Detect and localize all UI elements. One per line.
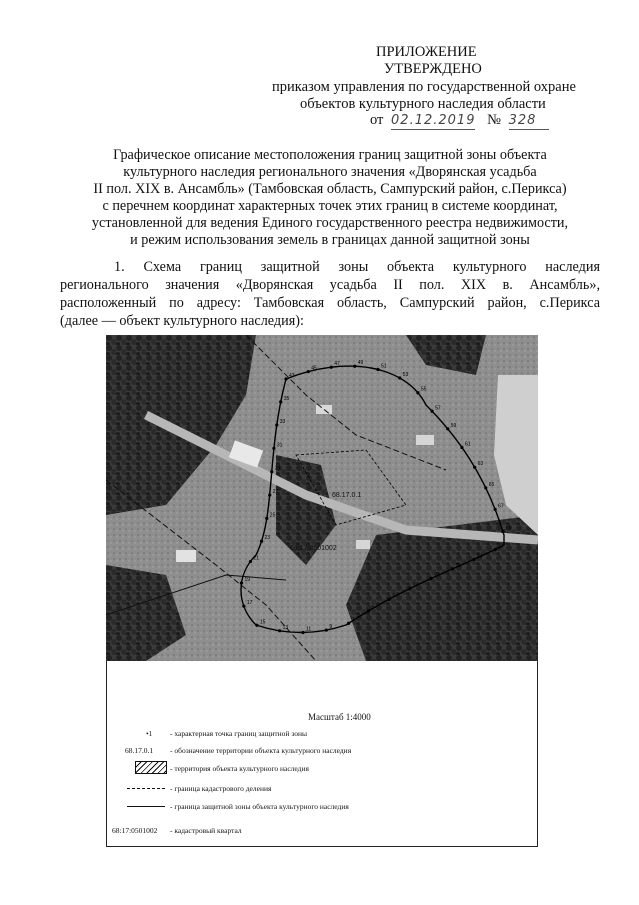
boundary-point	[460, 446, 463, 449]
building	[316, 405, 332, 414]
boundary-point-label: 45	[311, 365, 317, 372]
boundary-point	[270, 470, 273, 473]
from-label: от	[370, 112, 384, 128]
paragraph-line: 1. Схема границ защитной зоны объекта культурного наследия	[114, 259, 600, 275]
legend-cadastral-line	[127, 788, 165, 789]
boundary-point	[367, 609, 370, 612]
boundary-point-label: 7	[351, 617, 355, 624]
boundary-point-label: 55	[420, 386, 427, 393]
document-title	[60, 147, 600, 249]
boundary-point-label: 71	[498, 543, 504, 550]
boundary-point	[501, 530, 504, 533]
boundary-point-label: 63	[477, 461, 484, 468]
boundary-point-label: 51	[380, 363, 387, 370]
title-line: культурного наследия регионального значения «Дворянская усадьба	[123, 164, 537, 180]
legend-hatch-swatch	[135, 761, 167, 774]
boundary-point-label: 25	[269, 512, 276, 519]
boundary-point	[307, 370, 310, 373]
title-line: II пол. XIX в. Ансамбль» (Тамбовская область, Сампурский район, с.Перикса)	[93, 181, 567, 197]
boundary-point	[325, 629, 328, 632]
legend-item-heritage-code: - обозначение территории объекта культурного наследия	[170, 746, 352, 755]
title-line: Графическое описание местоположения границ защитной зоны объекта	[113, 147, 547, 163]
boundary-point-label: 77	[434, 572, 440, 579]
boundary-point-label: 15	[259, 619, 266, 626]
boundary-point-label: 17	[246, 600, 253, 607]
boundary-point-label: 53	[402, 372, 409, 379]
handwritten-date: 02.12.2019	[391, 113, 476, 128]
boundary-point	[279, 400, 282, 403]
aerial-map	[106, 335, 538, 661]
building	[176, 550, 196, 562]
boundary-point	[473, 466, 476, 469]
boundary-point-label: 3	[391, 593, 395, 600]
boundary-point	[376, 368, 379, 371]
boundary-point	[446, 427, 449, 430]
boundary-point	[278, 629, 281, 632]
order-line-2: объектов культурного наследия области	[300, 96, 546, 112]
boundary-point-label: 67	[498, 503, 504, 510]
order-line-1: приказом управления по государственной охране	[272, 79, 576, 95]
boundary-point	[275, 423, 278, 426]
legend-key-cadastral-quarter: 68:17:0501002	[112, 826, 158, 835]
boundary-point	[265, 517, 268, 520]
legend-scale: Масштаб 1:4000	[308, 712, 371, 722]
boundary-point-label: 59	[450, 422, 457, 429]
boundary-point	[272, 447, 275, 450]
title-line: и режим использования земель в границах данной защитной зоны	[130, 232, 530, 248]
boundary-point-label: 23	[264, 535, 271, 542]
legend-key-heritage-code: 68.17.0.1	[125, 746, 154, 755]
boundary-point	[451, 567, 454, 570]
paragraph-line: (далее — объект культурного наследия):	[60, 313, 304, 329]
legend-item-protection-zone: - граница защитной зоны объекта культурного наследия	[170, 802, 349, 811]
boundary-point-label: 29	[274, 465, 281, 472]
boundary-point-label: 19	[244, 577, 251, 584]
boundary-point-label: 49	[357, 360, 364, 367]
boundary-point	[268, 493, 271, 496]
boundary-point	[416, 391, 419, 394]
title-line: установленной для ведения Единого государственного реестра недвижимости,	[91, 215, 569, 231]
map-svg	[106, 335, 538, 661]
boundary-point	[429, 577, 432, 580]
boundary-point	[242, 605, 245, 608]
order-date-line	[370, 112, 549, 130]
boundary-point-label: 11	[306, 626, 312, 633]
boundary-point	[240, 581, 243, 584]
boundary-point-label: 21	[253, 555, 259, 562]
boundary-point-label: 33	[279, 419, 286, 426]
boundary-point	[431, 410, 434, 413]
boundary-point	[398, 376, 401, 379]
boundary-point-label: 73	[476, 553, 483, 560]
title-line: с перечнем координат характерных точек этих границ в системе координат,	[102, 198, 558, 214]
boundary-point-label: 75	[455, 562, 462, 569]
approved-heading: УТВЕРЖДЕНО	[384, 61, 482, 77]
boundary-point-label: 31	[276, 442, 283, 449]
boundary-point	[347, 622, 350, 625]
boundary-point	[494, 508, 497, 511]
boundary-point-label: 9	[329, 624, 333, 631]
handwritten-number: 328	[509, 112, 549, 130]
boundary-point	[494, 548, 497, 551]
boundary-point-label: 43	[289, 373, 295, 379]
boundary-point	[260, 540, 263, 543]
section-paragraph	[60, 258, 600, 330]
legend-item-cadastral-quarter: - кадастровый квартал	[170, 826, 242, 835]
boundary-point-label: 57	[435, 405, 441, 412]
cadastral-quarter-label: 68:17:0501002	[290, 545, 337, 552]
boundary-point	[330, 366, 333, 369]
boundary-point	[301, 631, 304, 634]
number-label: №	[487, 112, 501, 128]
boundary-point-label: 61	[464, 441, 471, 448]
boundary-point	[484, 486, 487, 489]
boundary-point	[472, 558, 475, 561]
boundary-point-label: 27	[272, 489, 279, 496]
boundary-point-label: 69	[505, 525, 512, 532]
legend-item-heritage-territory: - территория объекта культурного наследия	[170, 764, 309, 773]
boundary-point-label: 5	[371, 604, 375, 611]
paragraph-line: расположенный по адресу: Тамбовская область, Сампурский район, с.Перикса	[60, 295, 600, 311]
appendix-heading: ПРИЛОЖЕНИЕ	[376, 44, 477, 60]
legend-item-point: - характерная точка границ защитной зоны	[170, 729, 308, 738]
boundary-point	[255, 624, 258, 627]
building	[416, 435, 434, 445]
boundary-point	[353, 365, 356, 368]
legend-key-point: •1	[146, 729, 153, 738]
boundary-point-label: 13	[282, 624, 289, 631]
building	[356, 540, 370, 549]
boundary-point-label: 65	[488, 481, 495, 488]
boundary-point-label: 47	[334, 361, 340, 368]
boundary-point	[408, 587, 411, 590]
legend-item-cadastral-boundary: - граница кадастрового деления	[170, 784, 272, 793]
boundary-point-label: 1	[412, 582, 416, 589]
boundary-point-label: 35	[283, 395, 290, 402]
boundary-point	[284, 377, 287, 380]
boundary-point	[249, 560, 252, 563]
paragraph-line: регионального значения «Дворянская усадьба II пол. XIX в. Ансамбль»,	[60, 277, 600, 293]
boundary-point	[387, 598, 390, 601]
heritage-territory-label: 68.17.0.1	[332, 492, 362, 499]
legend-protection-line	[127, 806, 165, 807]
